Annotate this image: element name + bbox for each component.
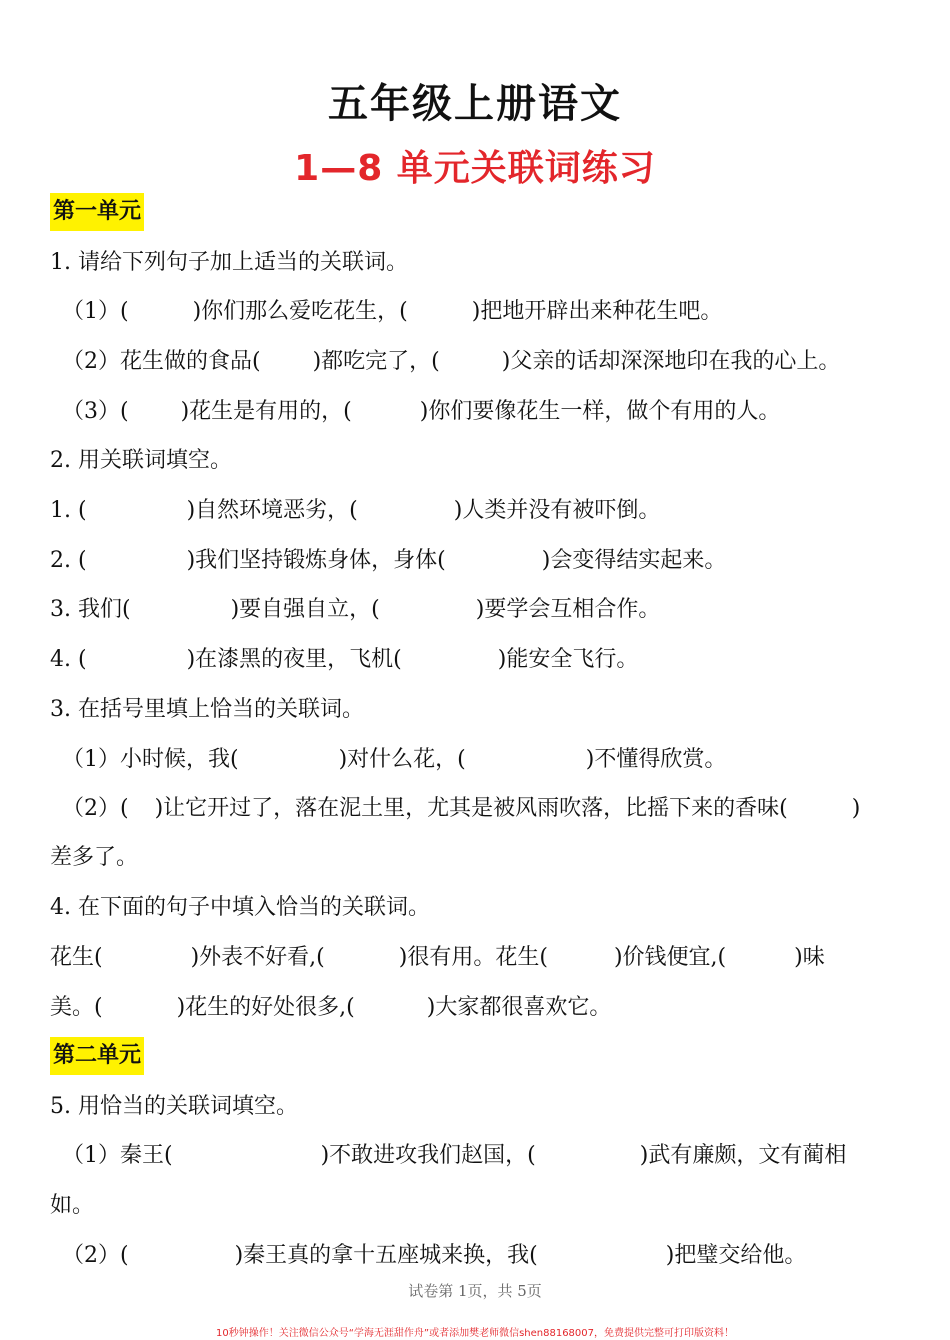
question-2-item-1: 1. ( )自然环境恶劣，( )人类并没有被吓倒。 bbox=[50, 498, 661, 523]
question-4-line-1: 花生( )外表不好看,( )很有用。花生( )价钱便宜,( )味 bbox=[50, 945, 825, 970]
question-1-item-2: （2）花生做的食品( )都吃完了，( )父亲的话却深深地印在我的心上。 bbox=[62, 349, 841, 374]
question-1-item-3: （3）( )花生是有用的，( )你们要像花生一样，做个有用的人。 bbox=[62, 399, 781, 424]
question-1-title: 1. 请给下列句子加上适当的关联词。 bbox=[50, 250, 408, 275]
question-2-item-2: 2. ( )我们坚持锻炼身体，身体( )会变得结实起来。 bbox=[50, 548, 727, 573]
question-5-title: 5. 用恰当的关联词填空。 bbox=[50, 1094, 298, 1119]
question-3-title: 3. 在括号里填上恰当的关联词。 bbox=[50, 697, 364, 722]
question-2-title: 2. 用关联词填空。 bbox=[50, 448, 232, 473]
question-5-item-1: （1）秦王( )不敢进攻我们赵国，( )武有廉颇，文有蔺相 bbox=[62, 1143, 847, 1168]
question-2-item-4: 4. ( )在漆黑的夜里，飞机( )能安全飞行。 bbox=[50, 647, 639, 672]
question-2-item-3: 3. 我们( )要自强自立，( )要学会互相合作。 bbox=[50, 597, 661, 622]
question-4-line-2: 美。( )花生的好处很多,( )大家都很喜欢它。 bbox=[50, 995, 612, 1020]
question-1-item-1: （1）( )你们那么爱吃花生，( )把地开辟出来种花生吧。 bbox=[62, 299, 723, 324]
unit-heading-2: 第二单元 bbox=[50, 1037, 144, 1075]
question-5-item-1-continued: 如。 bbox=[50, 1193, 95, 1218]
page-title: 五年级上册语文 bbox=[328, 81, 622, 127]
question-5-item-2: （2）( )秦王真的拿十五座城来换，我( )把璧交给他。 bbox=[62, 1243, 807, 1268]
unit-heading-1: 第一单元 bbox=[50, 193, 144, 231]
question-3-item-1: （1）小时候，我( )对什么花，( )不懂得欣赏。 bbox=[62, 747, 727, 772]
question-4-title: 4. 在下面的句子中填入恰当的关联词。 bbox=[50, 895, 430, 920]
page-number: 试卷第 1页，共 5页 bbox=[408, 1282, 542, 1300]
page-subtitle: 1—8 单元关联词练习 bbox=[294, 148, 656, 189]
question-3-item-2: （2）( )让它开过了，落在泥土里，尤其是被风雨吹落，比摇下来的香味( ) bbox=[62, 796, 861, 821]
question-3-item-2-continued: 差多了。 bbox=[50, 845, 139, 870]
promo-note: 10秒钟操作！关注微信公众号“学海无涯甜作舟”或者添加樊老师微信shen88168007，免费提供完整可打印版资料！ bbox=[215, 1328, 735, 1339]
